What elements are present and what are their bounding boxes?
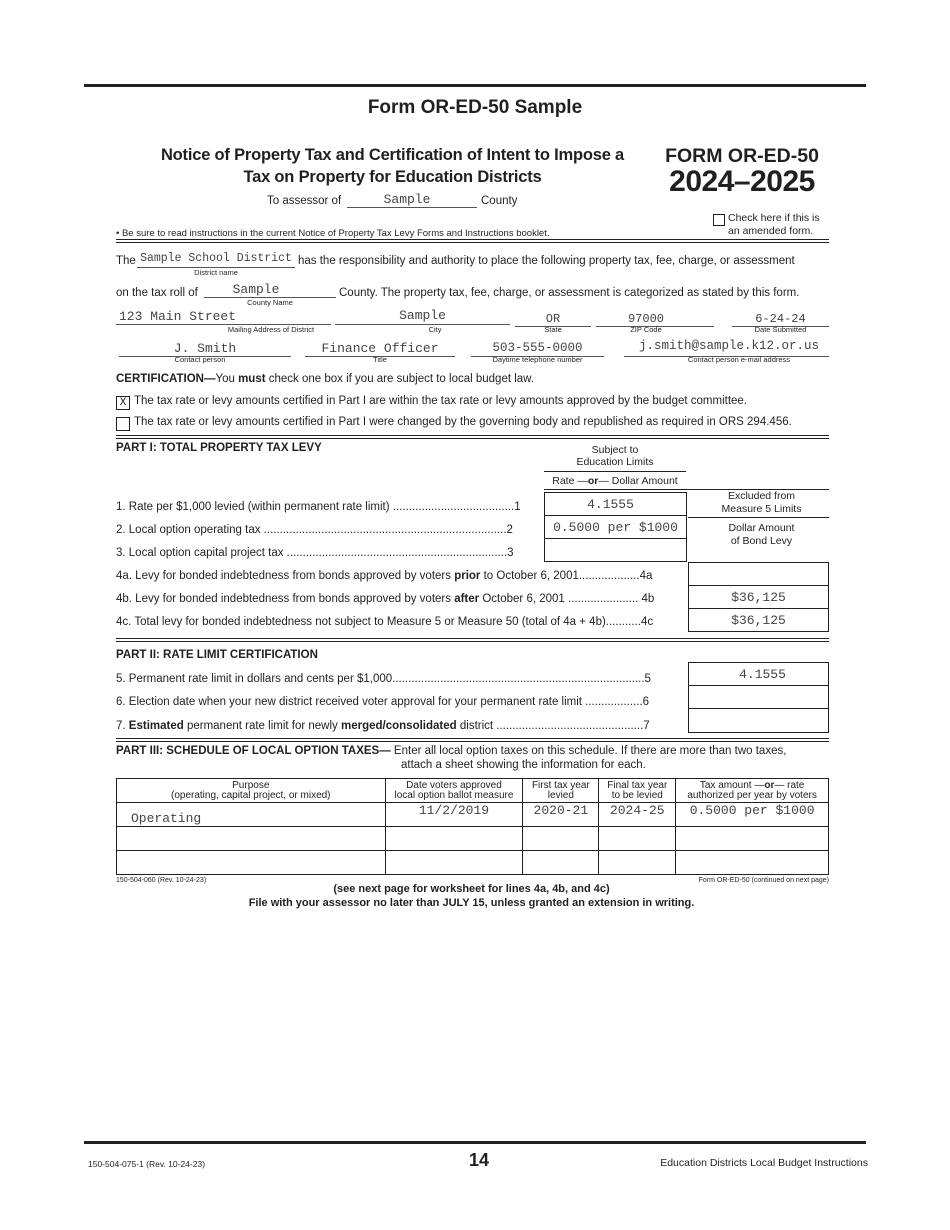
part2-rule-1 — [116, 638, 829, 639]
line4b-value: $36,125 — [731, 590, 786, 605]
date-submitted-caption: Date Submitted — [754, 325, 807, 334]
col-first-2: levied — [547, 789, 574, 801]
certification-option1-text: The tax rate or levy amounts certified in Part I are within the tax rate or levy amounts approved by the budget committee. — [134, 395, 747, 407]
date-submitted-input[interactable]: 6-24-24 — [755, 312, 806, 326]
form-code-right: Form OR-ED-50 (continued on next page) — [698, 877, 829, 884]
page-number: 14 — [468, 1150, 490, 1170]
excluded-header-line2: Measure 5 Limits — [721, 503, 802, 515]
part3-intro — [116, 745, 786, 757]
zip-input[interactable]: 97000 — [627, 312, 664, 326]
col-final-1: Final tax year — [607, 779, 668, 791]
col-first-1: First tax year — [531, 779, 590, 791]
district-name-input[interactable]: Sample School District — [140, 252, 292, 265]
col-amount-1a: Tax amount — — [699, 779, 765, 791]
title-input[interactable]: Finance Officer — [321, 341, 439, 356]
col-final-header — [599, 779, 676, 803]
line3-box[interactable] — [544, 538, 687, 562]
contact-person-input[interactable]: J. Smith — [173, 341, 237, 356]
col-date-header — [385, 779, 523, 803]
rate-header-or: or — [587, 475, 599, 487]
certification-heading: CERTIFICATION— — [116, 373, 216, 385]
line1-value: 4.1555 — [587, 497, 634, 512]
footer-right: Education Districts Local Budget Instructions — [660, 1157, 868, 1169]
line4b-label — [116, 593, 654, 605]
row2-amount[interactable] — [676, 827, 829, 851]
line4b-label-a: 4b. Levy for bonded indebtedness from bonds approved by voters — [116, 593, 455, 605]
zip-caption: ZIP Code — [630, 325, 662, 334]
col-date-1: Date voters approved — [406, 779, 502, 791]
col-amount-1c: — rate — [774, 779, 805, 791]
line4c-label: 4c. Total levy for bonded indebtedness not subject to Measure 5 or Measure 50 (total of 4a + 4b)...........4c — [116, 616, 654, 628]
county-name-input[interactable]: Sample — [232, 282, 280, 297]
part3-heading: PART III: SCHEDULE OF LOCAL OPTION TAXES— — [116, 745, 391, 757]
schedule-header-row — [117, 779, 829, 803]
excluded-header-line1: Excluded from — [727, 490, 796, 502]
bottom-rule — [84, 1141, 866, 1144]
title-caption: Title — [373, 355, 387, 364]
tax-roll-prefix: on the tax roll of — [116, 287, 198, 299]
rate-header-b: — Dollar Amount — [598, 475, 678, 487]
form-year: 2024–2025 — [669, 165, 815, 198]
certification-intro-must: must — [238, 373, 266, 385]
subject-header-line1: Subject to — [591, 444, 639, 456]
row2-final[interactable] — [599, 827, 676, 851]
file-deadline-note: File with your assessor no later than JULY 15, unless granted an extension in writing. — [248, 897, 695, 909]
part3-rule-2 — [116, 741, 829, 742]
line6-label: 6. Election date when your new district received voter approval for your permanent rate limit ..................6 — [116, 696, 650, 708]
row1-first[interactable]: 2020-21 — [523, 803, 599, 827]
line4a-label-b: prior — [454, 570, 481, 582]
top-rule — [84, 84, 866, 87]
email-input[interactable]: j.smith@sample.k12.or.us — [638, 339, 820, 353]
notice-title-line1: Notice of Property Tax and Certification of Intent to Impose a — [160, 146, 625, 164]
col-purpose-header — [117, 779, 386, 803]
instructions-note: • Be sure to read instructions in the current Notice of Property Tax Levy Forms and Instructions booklet. — [116, 228, 550, 239]
amended-label-line2: an amended form. — [728, 225, 814, 237]
line4c-value: $36,125 — [731, 613, 786, 628]
district-name-caption: District name — [194, 268, 238, 277]
row3-first[interactable] — [523, 851, 599, 875]
assessor-suffix: County — [481, 195, 518, 207]
certification-option2-text: The tax rate or levy amounts certified in Part I were changed by the governing body and republished as required in ORS 294.456. — [134, 416, 792, 428]
line1-label: 1. Rate per $1,000 levied (within permanent rate limit) ......................................1 — [116, 501, 521, 513]
line4a-label-c: to October 6, 2001...................4a — [480, 570, 653, 582]
excluded-header-rule — [688, 517, 829, 518]
bond-header-line2: of Bond Levy — [730, 535, 793, 547]
part3-intro-line1: Enter all local option taxes on this schedule. If there are more than two taxes, — [390, 745, 787, 757]
certification-intro-b: check one box if you are subject to local budget law. — [265, 373, 535, 385]
footer-left: 150-504-075-1 (Rev. 10-24-23) — [88, 1159, 206, 1169]
page-title: Form OR-ED-50 Sample — [367, 97, 583, 118]
contact-person-caption: Contact person — [174, 355, 226, 364]
col-amount-1b: or — [764, 779, 775, 791]
line7-label — [116, 720, 650, 732]
part2-rule-2 — [116, 641, 829, 642]
col-first-header — [523, 779, 599, 803]
table-row — [117, 851, 829, 875]
col-amount-header — [676, 779, 829, 803]
table-row — [117, 803, 829, 827]
assessor-prefix: To assessor of — [267, 195, 342, 207]
see-next-note: (see next page for worksheet for lines 4a, 4b, and 4c) — [333, 883, 610, 895]
line4a-box[interactable] — [688, 562, 829, 586]
amended-label-line1: Check here if this is — [728, 212, 820, 224]
line4b-label-c: October 6, 2001 ...................... 4b — [479, 593, 655, 605]
assessor-county-input[interactable]: Sample — [383, 192, 431, 207]
line7-box[interactable] — [688, 708, 829, 733]
line7-label-c: permanent rate limit for newly — [183, 720, 341, 732]
state-input[interactable]: OR — [545, 312, 561, 326]
row3-final[interactable] — [599, 851, 676, 875]
line4b-label-b: after — [454, 593, 480, 605]
county-name-caption: County Name — [247, 298, 293, 307]
col-date-2: local option ballot measure — [394, 789, 514, 801]
line5-label: 5. Permanent rate limit in dollars and cents per $1,000...............................................................................5 — [116, 673, 651, 685]
rate-header — [544, 475, 686, 487]
col-purpose-2: (operating, capital project, or mixed) — [171, 789, 331, 801]
line2-value: 0.5000 per $1000 — [553, 520, 678, 535]
responsibility-text: has the responsibility and authority to place the following property tax, fee, charge, or assessment — [298, 255, 795, 267]
part1-rule-1 — [116, 435, 829, 436]
certification-option1-checkbox[interactable]: X — [116, 396, 130, 410]
certification-option2-checkbox[interactable] — [116, 417, 130, 431]
part3-rule-1 — [116, 738, 829, 739]
row2-date[interactable] — [385, 827, 523, 851]
line4a-label — [116, 570, 652, 582]
assessor-line — [347, 207, 477, 208]
line7-label-e: district ..............................................7 — [456, 720, 650, 732]
part3-intro-line2: attach a sheet showing the information for each. — [401, 759, 646, 771]
subject-header-rule — [544, 471, 686, 472]
tax-roll-suffix: County. The property tax, fee, charge, or assessment is categorized as stated by this form. — [339, 287, 800, 299]
state-caption: State — [544, 325, 562, 334]
phone-input[interactable]: 503-555-0000 — [492, 341, 583, 355]
col-amount-2: authorized per year by voters — [687, 789, 817, 801]
district-the-label: The — [116, 255, 136, 267]
rate-header-a: Rate — — [552, 475, 588, 487]
certification-intro-a: You — [215, 373, 239, 385]
row3-amount[interactable] — [676, 851, 829, 875]
row1-purpose[interactable]: Operating — [117, 803, 386, 827]
line5-value: 4.1555 — [739, 667, 786, 682]
row3-purpose[interactable] — [117, 851, 386, 875]
line7-label-b: Estimated — [128, 720, 184, 732]
form-name: FORM OR-ED-50 — [665, 145, 819, 167]
city-input[interactable]: Sample — [399, 308, 446, 323]
email-caption: Contact person e-mail address — [687, 355, 791, 364]
address-input[interactable]: 123 Main Street — [119, 309, 237, 324]
local-option-schedule-table — [116, 778, 829, 875]
part1-rule-2 — [116, 438, 829, 439]
certification-intro — [116, 373, 534, 385]
col-purpose-1: Purpose — [232, 779, 270, 791]
row3-date[interactable] — [385, 851, 523, 875]
line4a-label-a: 4a. Levy for bonded indebtedness from bonds approved by voters — [116, 570, 455, 582]
line2-label: 2. Local option operating tax ............................................................................2 — [116, 524, 513, 536]
form-code-left: 150-504-060 (Rev. 10-24-23) — [116, 877, 207, 884]
col-final-2: to be levied — [611, 789, 663, 801]
address-caption: Mailing Address of District — [227, 325, 315, 334]
header-rule-1 — [116, 239, 829, 240]
amended-checkbox[interactable] — [713, 214, 725, 226]
phone-caption: Daytime telephone number — [492, 355, 583, 364]
line3-label: 3. Local option capital project tax .....................................................................3 — [116, 547, 514, 559]
row2-first[interactable] — [523, 827, 599, 851]
line7-label-a: 7. — [116, 720, 129, 732]
part2-heading: PART II: RATE LIMIT CERTIFICATION — [116, 649, 318, 661]
row1-date[interactable]: 11/2/2019 — [385, 803, 523, 827]
header-rule-2 — [116, 242, 829, 243]
line6-box[interactable] — [688, 685, 829, 709]
row2-purpose[interactable] — [117, 827, 386, 851]
notice-title-line2: Tax on Property for Education Districts — [243, 168, 542, 186]
row1-amount[interactable]: 0.5000 per $1000 — [676, 803, 829, 827]
city-caption: City — [428, 325, 442, 334]
line7-label-d: merged/consolidated — [341, 720, 457, 732]
part1-heading: PART I: TOTAL PROPERTY TAX LEVY — [116, 442, 322, 454]
subject-header-line2: Education Limits — [576, 456, 654, 468]
table-row — [117, 827, 829, 851]
row1-final[interactable]: 2024-25 — [599, 803, 676, 827]
bond-header-line1: Dollar Amount — [728, 522, 795, 534]
